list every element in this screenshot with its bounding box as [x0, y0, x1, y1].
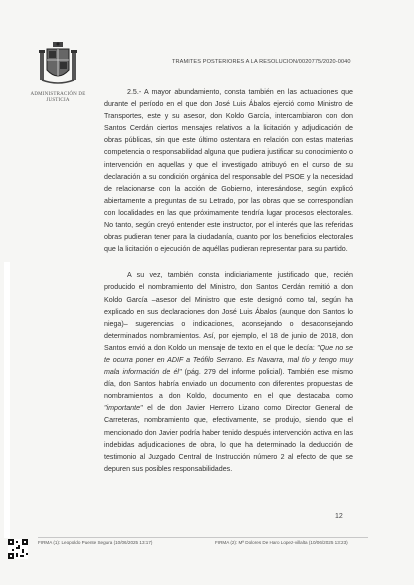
paragraph-2 [104, 269, 353, 475]
qr-code-icon [8, 539, 28, 559]
case-reference: TRAMITES POSTERIORES A LA RESOLUCION/0020775/2020-0040 [172, 59, 351, 65]
paragraph-2-end: el de don Javier Herrero Lizano como Director General de Carreteras, nombramiento que, efectivamente, se produjo, siendo que el mencionado don Javier podría haber tenido después intervención activa en las indebidas adjudicaciones de obra, lo que ha determinado la deducción de testimonio al Juzgado Central de Instrucción número 2 al efecto de que se depuren sus posibles responsabilidades. [104, 404, 353, 473]
quoted-message: "Que no se te ocurra poner en ADIF a Teófilo Serrano. Es Navarra, mal tío y tengo muy mala información de él" [104, 343, 353, 377]
paragraph-1: 2.5.- A mayor abundamiento, consta también en las actuaciones que durante el período en el que don José Luis Ábalos ejerció como Ministro de Transportes, este y su asesor, don Koldo García, intercambiaron con don Santos Cerdán ciertos mensajes relativos a la licitación y adjudicación de obras públicas, sin que este último ostentara en relación con estas materias competencia o responsabilidad alguna que pudiera justificar su conocimiento o intervención en aquellas y que el investigado atribuyó en el curso de su declaración a su condición orgánica del responsable del PSOE y la necesidad de relacionarse con la acción de Gobierno, interesándose, según explicó abiertamente a preguntas de su Letrado, por las obras que se correspondían con localidades en las que próximamente tendría lugar procesos electorales. No tanto, según creyó entender este instructor, por el interés que las referidas obras pudieran tener para la ciudadanía, cuanto por los beneficios electorales que la licitación o ejecución de aquéllas pudieran representar para su partido. [104, 88, 353, 254]
crest-caption: ADMINISTRACIÓN DE JUSTICIA [30, 92, 86, 103]
signature-2: FIRMA (2): Mª Dolores De Haro Lopez-villalta (10/06/2025 13:23) [215, 540, 348, 545]
signature-1: FIRMA (1): Leopoldo Puente Segura (10/06/2025 13:17) [38, 540, 153, 545]
quoted-word: "importante" [104, 404, 143, 413]
page-number: 12 [335, 513, 343, 520]
paragraph-2-middle: (pág. 279 del informe policial). También ese mismo día, don Santos habría enviado un documento con diferentes propuestas de nombramientos a don Koldo, documento en el que destacaba como [104, 368, 353, 401]
coat-of-arms-icon [38, 40, 78, 90]
margin-strip [4, 262, 10, 538]
document-body [104, 86, 353, 475]
footer-divider [38, 537, 368, 538]
paragraph-2-start: A su vez, también consta indiciariamente justificado que, recién producido el nombramiento del Ministro, don Santos Cerdán remitió a don Koldo García –asesor del Ministro que este designó como tal, según ha explicado en sus declaraciones don José Luis Ábalos (aunque don Santos lo niega)– sugerencias o indicaciones, aconsejando o desaconsejando determinados nombramientos. Así, por ejemplo, el 18 de junio de 2018, don Santos envió a don Koldo un mensaje de texto en el que le decía: [104, 271, 353, 352]
